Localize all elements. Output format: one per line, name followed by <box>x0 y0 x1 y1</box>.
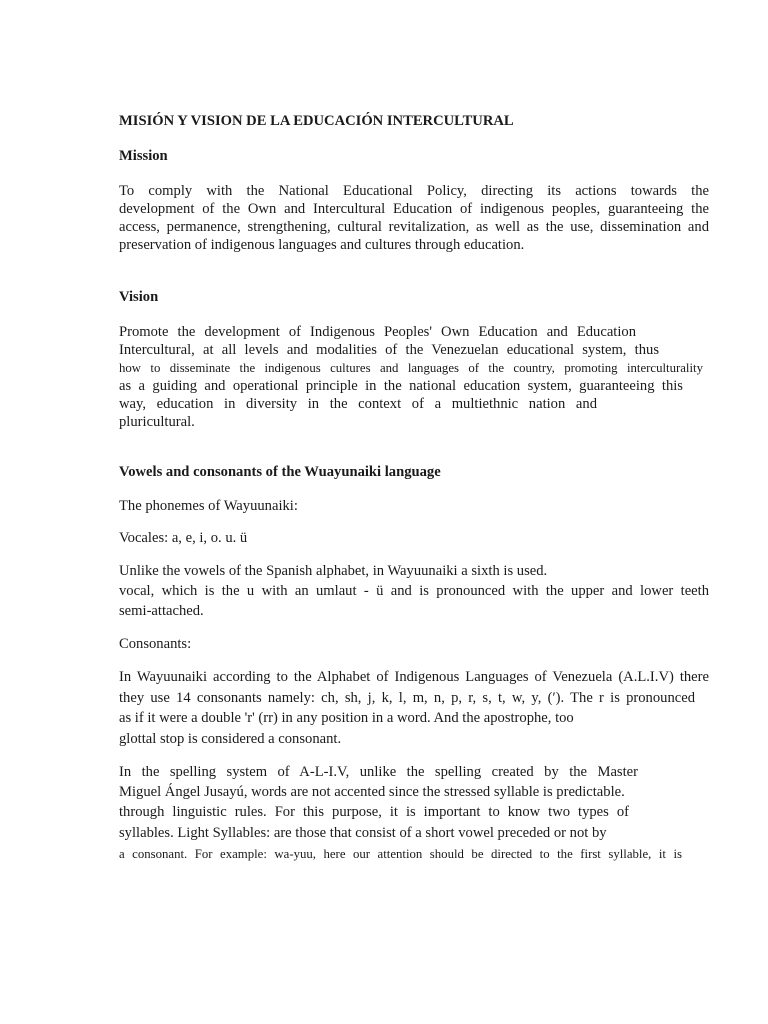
spelling-line: syllables. Light Syllables: are those that consist of a short vowel preceded or not by <box>119 825 607 841</box>
mission-line: access, permanence, strengthening, cultural revitalization, as well as the use, dissemination and <box>119 219 709 235</box>
vowel-line: vocal, which is the u with an umlaut - ü and is pronounced with the upper and lower teeth <box>119 583 709 599</box>
vision-line: pluricultural. <box>119 414 195 430</box>
mission-heading: Mission <box>119 148 168 164</box>
spelling-line: In the spelling system of A-L-I.V, unlike the spelling created by the Master <box>119 764 638 780</box>
consonant-line: glottal stop is considered a consonant. <box>119 731 342 747</box>
vision-line: how to disseminate the indigenous cultures and languages of the country, promoting interculturality <box>119 361 703 375</box>
consonants-heading: Consonants: <box>119 636 192 652</box>
vision-line: as a guiding and operational principle in the national education system, guaranteeing this <box>119 378 683 394</box>
phonemes-intro: The phonemes of Wayuunaiki: <box>119 498 298 514</box>
mission-line: development of the Own and Intercultural Education of indigenous peoples, guaranteeing the <box>119 201 709 217</box>
vision-line: way, education in diversity in the context of a multiethnic nation and <box>119 396 597 412</box>
mission-line: To comply with the National Educational Policy, directing its actions towards the <box>119 183 709 199</box>
vision-line: Promote the development of Indigenous Peoples' Own Education and Education <box>119 324 636 340</box>
vowel-line: Unlike the vowels of the Spanish alphabet, in Wayuunaiki a sixth is used. <box>119 563 548 579</box>
vowels-heading: Vowels and consonants of the Wuayunaiki language <box>119 464 441 480</box>
spelling-line: through linguistic rules. For this purpose, it is important to know two types of <box>119 804 629 820</box>
spelling-line: Miguel Ángel Jusayú, words are not accented since the stressed syllable is predictable. <box>119 784 625 800</box>
mission-line: preservation of indigenous languages and cultures through education. <box>119 237 525 253</box>
vision-heading: Vision <box>119 289 159 305</box>
consonant-line: as if it were a double 'r' (rr) in any position in a word. And the apostrophe, too <box>119 710 574 726</box>
spelling-line: a consonant. For example: wa-yuu, here our attention should be directed to the first syllable, it is <box>119 847 682 861</box>
document-title: MISIÓN Y VISION DE LA EDUCACIÓN INTERCULTURAL <box>119 113 514 129</box>
consonant-line: In Wayuunaiki according to the Alphabet of Indigenous Languages of Venezuela (A.L.I.V) there <box>119 669 709 685</box>
vowel-line: semi-attached. <box>119 603 204 619</box>
consonant-line: they use 14 consonants namely: ch, sh, j, k, l, m, n, p, r, s, t, w, y, (′). The r is pronounced <box>119 690 695 706</box>
vowels-list: Vocales: a, e, i, o. u. ü <box>119 530 248 546</box>
vision-line: Intercultural, at all levels and modalities of the Venezuelan educational system, thus <box>119 342 659 358</box>
